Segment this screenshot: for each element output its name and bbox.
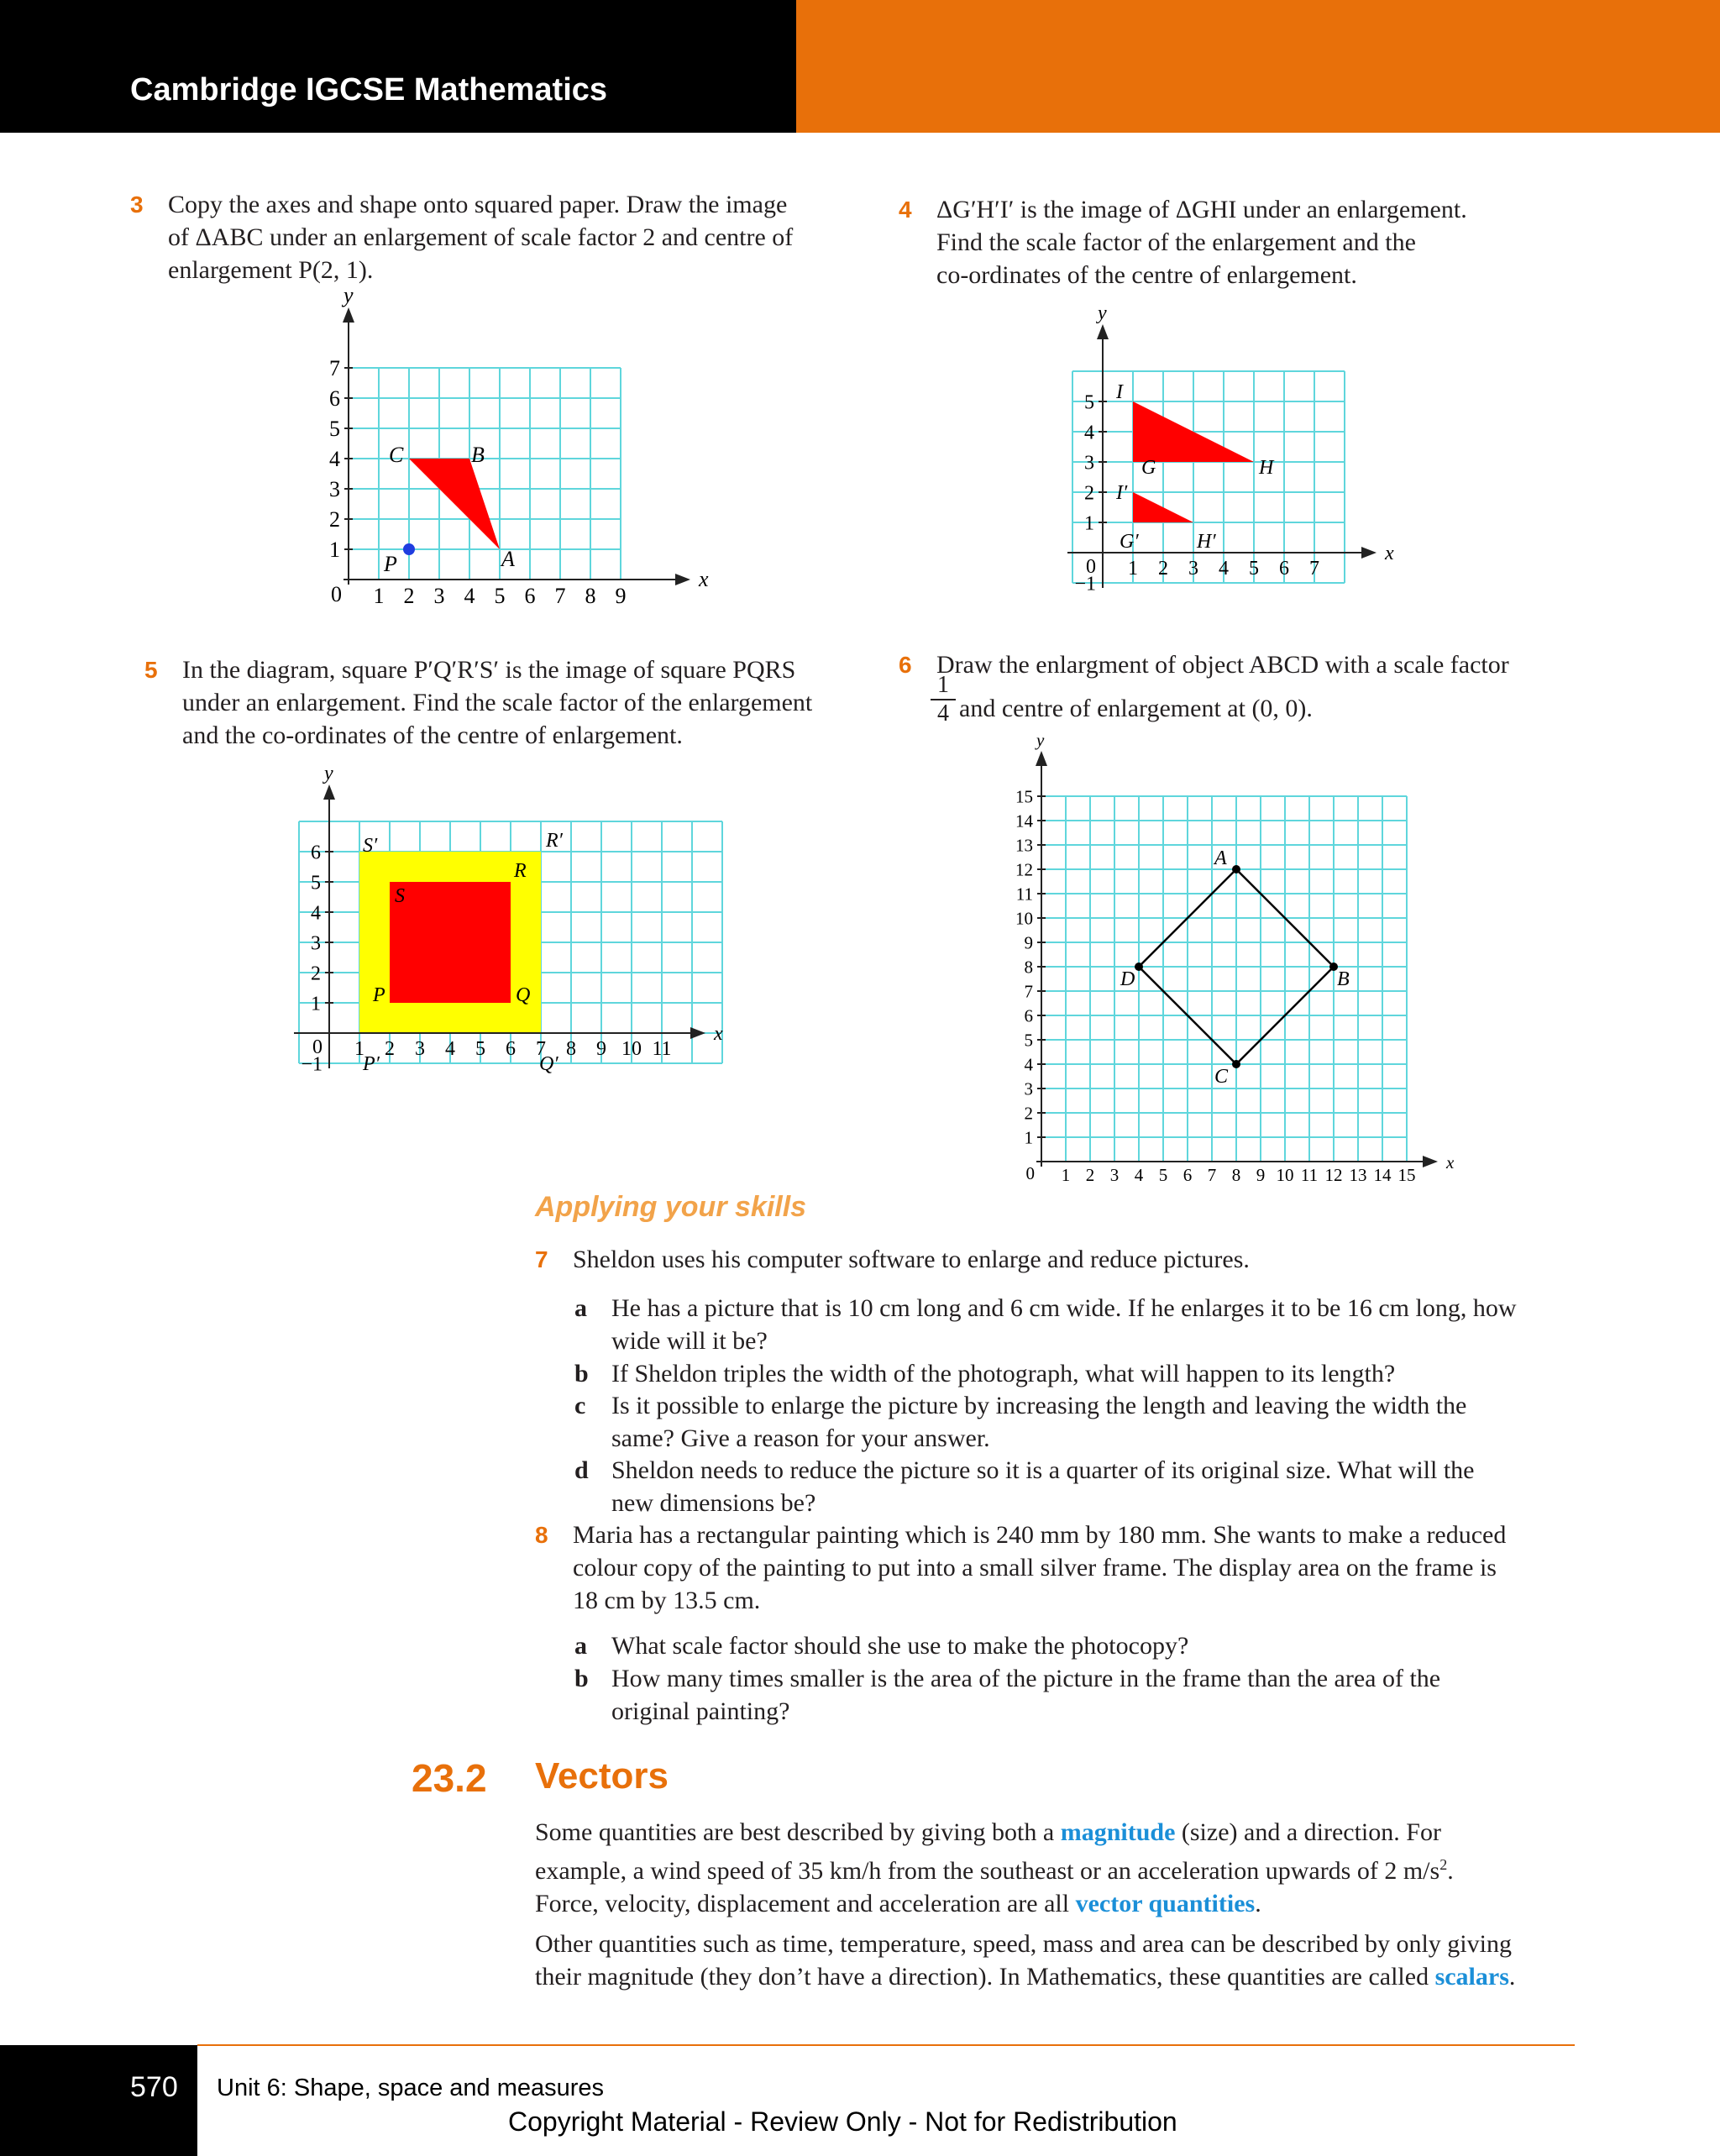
x-tick-label: 10 [1276,1165,1294,1185]
x-axis-label: x [1385,543,1394,564]
y-axis-label: y [1098,302,1107,324]
label-r: R [514,860,527,882]
origin-label: 0 [1086,556,1096,578]
point-p [403,543,415,555]
x-tick-label: 1 [1128,558,1138,580]
triangle-abc [409,459,500,549]
x-axis-label: x [1446,1152,1455,1172]
footer-rule [197,2044,1575,2046]
y-axis-label: y [1036,730,1045,750]
section-title: Vectors [535,1755,669,1797]
y-tick-label: 11 [1015,884,1033,905]
x-tick-label: 3 [1188,558,1198,580]
x-tick-label: 7 [554,584,566,608]
y-tick-label: 5 [311,872,321,894]
applying-skills-heading: Applying your skills [535,1191,807,1223]
x-tick-label: 12 [1324,1165,1343,1185]
vertex-a [1232,865,1240,873]
question-number-7: 7 [535,1246,548,1272]
vertex-c [1232,1060,1240,1068]
y-tick-label: 9 [1024,932,1033,953]
x-tick-label: 7 [1207,1165,1217,1185]
y-tick-label: 5 [329,417,340,442]
copyright-notice: Copyright Material - Review Only - Not for Redistribution [508,2106,1177,2137]
x-tick-label: 5 [1249,558,1259,580]
y-tick-label: 6 [329,386,340,412]
y-axis-label: y [324,763,333,784]
question-4-text: ΔG′H′I′ is the image of ΔGHI under an enlargement. Find the scale factor of the enlargement and the co-ordinates of the centre of enlargement. [936,196,1467,289]
book-title: Cambridge IGCSE Mathematics [130,72,608,108]
square-pqrs [390,882,511,1003]
y-tick-label: 3 [1024,1078,1033,1099]
x-tick-label: 1 [373,584,385,608]
x-axis-arrow [690,1027,705,1039]
x-tick-label: 2 [385,1038,395,1060]
y-axis-arrow [323,784,335,800]
x-tick-label: 13 [1349,1165,1367,1185]
y-tick-label: 2 [1084,482,1094,505]
x-axis-arrow [675,574,690,585]
x-tick-label: 4 [1219,558,1229,580]
x-tick-label: 8 [585,584,596,608]
question-8a: a What scale factor should she use to make the photocopy? [574,1632,1189,1660]
x-tick-label: 3 [433,584,445,608]
y-tick-label: 3 [329,477,340,502]
x-axis-arrow [1361,547,1377,559]
x-tick-label: 7 [1309,558,1319,580]
x-tick-label: 15 [1398,1165,1416,1185]
question-number-6: 6 [899,652,912,678]
origin-label: 0 [312,1036,322,1058]
x-tick-label: 3 [415,1038,425,1060]
x-tick-label: 6 [1182,1165,1193,1185]
question-7a: a He has a picture that is 10 cm long and 6 cm wide. If he enlarges it to be 16 cm long, how wide will it be? [574,1294,1517,1355]
question-8-text: Maria has a rectangular painting which is 240 mm by 180 mm. She wants to make a reduced colour copy of the painting to put into a small silver frame. The display area on the frame is 18 cm by 13.5 cm. [573,1521,1507,1614]
origin-label: 0 [331,582,342,606]
header-bar [0,0,796,133]
diagram-question-5 [269,763,756,1102]
y-tick-label: 4 [1084,422,1094,444]
x-axis-label: x [699,567,709,591]
label-g: G [1141,457,1156,479]
y-neg-tick-label: −1 [1074,573,1096,595]
x-tick-label: 1 [354,1038,364,1060]
x-tick-label: 4 [445,1038,455,1060]
keyword-magnitude: magnitude [1060,1818,1176,1846]
question-number-3: 3 [130,191,144,218]
x-tick-label: 8 [1231,1165,1241,1185]
label-h-prime: H′ [1197,531,1216,553]
x-tick-label: 6 [506,1038,516,1060]
label-b: B [471,443,485,467]
label-p-prime: P′ [363,1053,380,1075]
x-tick-label: 9 [1256,1165,1266,1185]
question-6-line2: and centre of enlargement at (0, 0). [959,695,1313,722]
y-tick-label: 6 [311,842,321,864]
y-tick-label: 4 [311,902,321,925]
x-axis-arrow [1423,1156,1438,1167]
label-c: C [389,443,404,467]
question-number-4: 4 [899,197,912,223]
origin-label: 0 [1025,1163,1035,1183]
y-tick-label: 10 [1015,908,1033,929]
fraction-one-quarter: $\frac{1}{4}$ [931,672,956,727]
y-tick-label: 7 [329,356,340,381]
x-tick-label: 5 [475,1038,485,1060]
y-axis-arrow [1036,751,1047,766]
y-tick-label: 1 [329,538,340,563]
label-h: H [1259,457,1274,479]
y-tick-label: 3 [311,932,321,955]
question-3-text: Copy the axes and shape onto squared paper. Draw the image of ΔABC under an enlargement of scale factor 2 and centre of enlargement P(2, 1). [168,191,794,284]
header-accent [796,0,1720,133]
diagram-question-6 [999,729,1470,1208]
x-tick-label: 9 [615,584,627,608]
keyword-vector-quantities: vector quantities [1075,1890,1256,1917]
y-tick-label: 8 [1024,957,1033,978]
y-tick-label: 2 [329,507,340,532]
label-s: S [395,885,405,907]
y-tick-label: 6 [1024,1005,1033,1026]
x-tick-label: 9 [596,1038,606,1060]
question-number-8: 8 [535,1522,548,1548]
label-r-prime: R′ [546,830,563,852]
x-tick-label: 5 [494,584,506,608]
label-i-prime: I′ [1116,482,1128,504]
y-tick-label: 1 [1024,1127,1033,1148]
y-tick-label: 4 [1024,1054,1033,1075]
x-tick-label: 11 [652,1038,672,1060]
y-tick-label: 5 [1084,391,1094,414]
y-axis-arrow [1097,324,1109,339]
x-tick-label: 14 [1373,1165,1392,1185]
question-8b: b How many times smaller is the area of the picture in the frame than the area of the original painting? [574,1665,1441,1725]
x-tick-label: 11 [1300,1165,1319,1185]
x-tick-label: 2 [1158,558,1168,580]
x-tick-label: 6 [1279,558,1289,580]
label-q-prime: Q′ [539,1053,558,1075]
vectors-paragraph-2: Other quantities such as time, temperature, speed, mass and area can be described by only giving their magnitude (they don’t have a direction). In Mathematics, these quantities are called scalars. [535,1930,1516,1991]
question-7c: c Is it possible to enlarge the picture by increasing the length and leaving the width the same? Give a reason for your answer. [574,1392,1467,1452]
x-tick-label: 2 [403,584,415,608]
unit-title: Unit 6: Shape, space and measures [217,2075,605,2101]
x-tick-label: 6 [524,584,536,608]
y-tick-label: 7 [1024,981,1033,1002]
y-tick-label: 12 [1015,859,1033,880]
question-7b: b If Sheldon triples the width of the photograph, what will happen to its length? [574,1360,1396,1387]
y-neg-tick-label: −1 [301,1053,322,1076]
label-i: I [1116,381,1123,403]
y-tick-label: 15 [1015,786,1033,807]
label-a: A [1214,847,1227,869]
label-s-prime: S′ [363,835,378,857]
label-p: P [384,552,397,576]
section-number: 23.2 [412,1756,487,1800]
label-b: B [1337,968,1350,990]
question-7-intro: Sheldon uses his computer software to enlarge and reduce pictures. [573,1246,1250,1273]
x-axis-label: x [714,1023,723,1045]
x-tick-label: 10 [621,1038,642,1060]
x-tick-label: 7 [536,1038,546,1060]
y-axis-arrow [343,307,354,323]
y-tick-label: 14 [1015,810,1033,831]
x-tick-label: 3 [1109,1165,1120,1185]
y-tick-label: 3 [1084,452,1094,475]
y-tick-label: 1 [311,993,321,1015]
x-tick-label: 4 [464,584,475,608]
x-tick-label: 1 [1061,1165,1071,1185]
y-tick-label: 1 [1084,512,1094,535]
x-tick-label: 4 [1134,1165,1144,1185]
x-tick-label: 5 [1158,1165,1168,1185]
label-g-prime: G′ [1120,531,1139,553]
vectors-paragraph-1: Some quantities are best described by giving both a magnitude (size) and a direction. For example, a wind speed of 35 km/h from the southeast or an acceleration upwards of 2 $m/s^2$. Force, velocity, displacement and acceleration are all vector quantities. [535,1818,1454,1917]
page-number: 570 [130,2071,178,2103]
y-tick-label: 5 [1024,1030,1033,1051]
x-tick-label: 8 [566,1038,576,1060]
y-axis-label: y [343,283,354,307]
label-a: A [501,547,515,571]
y-tick-label: 2 [1024,1103,1033,1124]
y-tick-label: 4 [329,447,340,472]
label-p: P [373,984,385,1006]
label-c: C [1214,1066,1229,1088]
vertex-d [1135,963,1143,971]
label-d: D [1120,968,1135,990]
question-7d: d Sheldon needs to reduce the picture so it is a quarter of its original size. What will the new dimensions be? [574,1456,1475,1517]
question-number-5: 5 [144,657,158,683]
keyword-scalars: scalars [1434,1963,1509,1991]
y-tick-label: 2 [311,963,321,985]
y-tick-label: 13 [1015,835,1033,856]
x-tick-label: 2 [1085,1165,1095,1185]
question-6-line1: Draw the enlargment of object ABCD with a scale factor [936,651,1509,679]
label-q: Q [516,984,531,1006]
diagram-question-3 [302,283,709,622]
question-5-text: In the diagram, square P′Q′R′S′ is the image of square PQRS under an enlargement. Find the scale factor of the enlargement and the co-ordinates of the centre of enlargement. [182,656,813,749]
diagram-question-4 [1054,302,1415,611]
